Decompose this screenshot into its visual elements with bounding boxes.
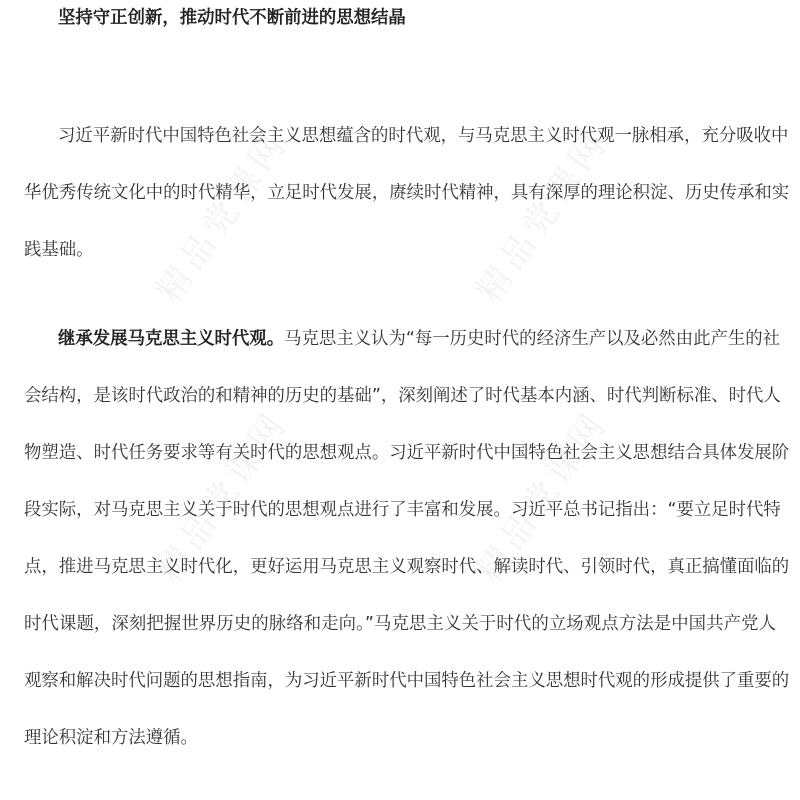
paragraph-2-line: 物塑造、时代任务要求等有关时代的思想观点。习近平新时代中国特色社会主义思想结合具体发展阶 — [24, 443, 790, 463]
paragraph-2-line: 观察和解决时代问题的思想指南，为习近平新时代中国特色社会主义思想时代观的形成提供了重要的 — [24, 671, 790, 691]
watermark: 精品党课网 — [469, 123, 617, 310]
paragraph-2-line: 会结构，是该时代政治的和精神的历史的基础”，深刻阐述了时代基本内涵、时代判断标准、时代人 — [24, 386, 781, 406]
paragraph-1-line: 践基础。 — [24, 240, 94, 260]
paragraph-2-line-text: 马克思主义认为“每一历史时代的经济生产以及必然由此产生的社 — [284, 329, 781, 349]
paragraph-2-first-line — [58, 327, 781, 351]
watermark: 精品党课网 — [149, 123, 297, 310]
paragraph-1-line: 习近平新时代中国特色社会主义思想蕴含的时代观，与马克思主义时代观一脉相承，充分吸收中 — [58, 126, 789, 146]
section-title: 坚持守正创新，推动时代不断前进的思想结晶 — [58, 8, 406, 28]
watermark: 精品党课网 — [469, 403, 617, 590]
paragraph-2-lead: 继承发展马克思主义时代观。 — [58, 329, 285, 349]
paragraph-1-line: 华优秀传统文化中的时代精华，立足时代发展，赓续时代精神，具有深厚的理论积淀、历史传承和实 — [24, 183, 790, 203]
paragraph-2-line: 理论积淀和方法遵循。 — [24, 728, 198, 748]
paragraph-2-line: 段实际，对马克思主义关于时代的思想观点进行了丰富和发展。习近平总书记指出：“要立足时代特 — [24, 500, 781, 520]
watermark: 精品党课网 — [149, 403, 297, 590]
paragraph-2-line: 点，推进马克思主义时代化，更好运用马克思主义观察时代、解读时代、引领时代，真正搞懂面临的 — [24, 557, 790, 577]
paragraph-2-line: 时代课题，深刻把握世界历史的脉络和走向。”马克思主义关于时代的立场观点方法是中国共产党人 — [24, 614, 776, 634]
